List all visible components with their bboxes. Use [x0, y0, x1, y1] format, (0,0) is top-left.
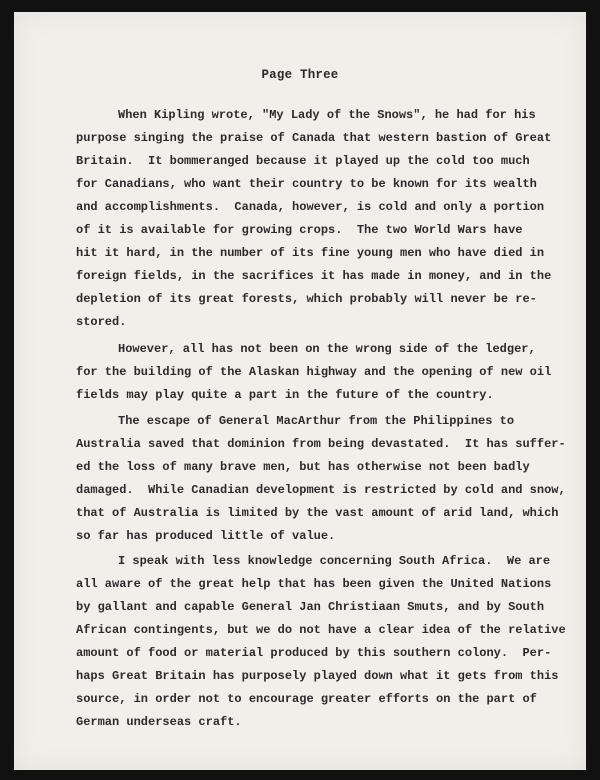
text-line: fields may play quite a part in the future of the country.	[76, 388, 494, 402]
typewritten-page	[14, 12, 586, 770]
text-line: African contingents, but we do not have a clear idea of the relative	[76, 623, 566, 637]
text-line: damaged. While Canadian development is restricted by cold and snow,	[76, 483, 566, 497]
text-line: source, in order not to encourage greater efforts on the part of	[76, 692, 537, 706]
text-line: However, all has not been on the wrong side of the ledger,	[118, 342, 536, 356]
text-line: so far has produced little of value.	[76, 529, 336, 543]
text-line: foreign fields, in the sacrifices it has made in money, and in the	[76, 269, 552, 283]
text-line: hit it hard, in the number of its fine young men who have died in	[76, 246, 545, 260]
text-line: haps Great Britain has purposely played down what it gets from this	[76, 669, 559, 683]
text-line: ed the loss of many brave men, but has otherwise not been badly	[76, 460, 530, 474]
text-line: by gallant and capable General Jan Christiaan Smuts, and by South	[76, 600, 545, 614]
text-line: all aware of the great help that has been given the United Nations	[76, 577, 552, 591]
text-line: I speak with less knowledge concerning South Africa. We are	[118, 554, 551, 568]
text-line: and accomplishments. Canada, however, is cold and only a portion	[76, 200, 545, 214]
text-line: stored.	[76, 315, 127, 329]
text-line: of it is available for growing crops. The two World Wars have	[76, 223, 523, 237]
text-line: purpose singing the praise of Canada that western bastion of Great	[76, 131, 552, 145]
text-line: for Canadians, who want their country to be known for its wealth	[76, 177, 537, 191]
text-line: amount of food or material produced by this southern colony. Per-	[76, 646, 552, 660]
text-line: Britain. It bommeranged because it played up the cold too much	[76, 154, 530, 168]
text-line: Australia saved that dominion from being devastated. It has suffer-	[76, 437, 566, 451]
text-line: for the building of the Alaskan highway and the opening of new oil	[76, 365, 552, 379]
text-line: German underseas craft.	[76, 715, 242, 729]
text-line: When Kipling wrote, "My Lady of the Snows", he had for his	[118, 108, 536, 122]
page-title: Page Three	[261, 68, 339, 82]
text-line: depletion of its great forests, which probably will never be re-	[76, 292, 537, 306]
text-line: that of Australia is limited by the vast amount of arid land, which	[76, 506, 559, 520]
text-line: The escape of General MacArthur from the Philippines to	[118, 414, 515, 428]
